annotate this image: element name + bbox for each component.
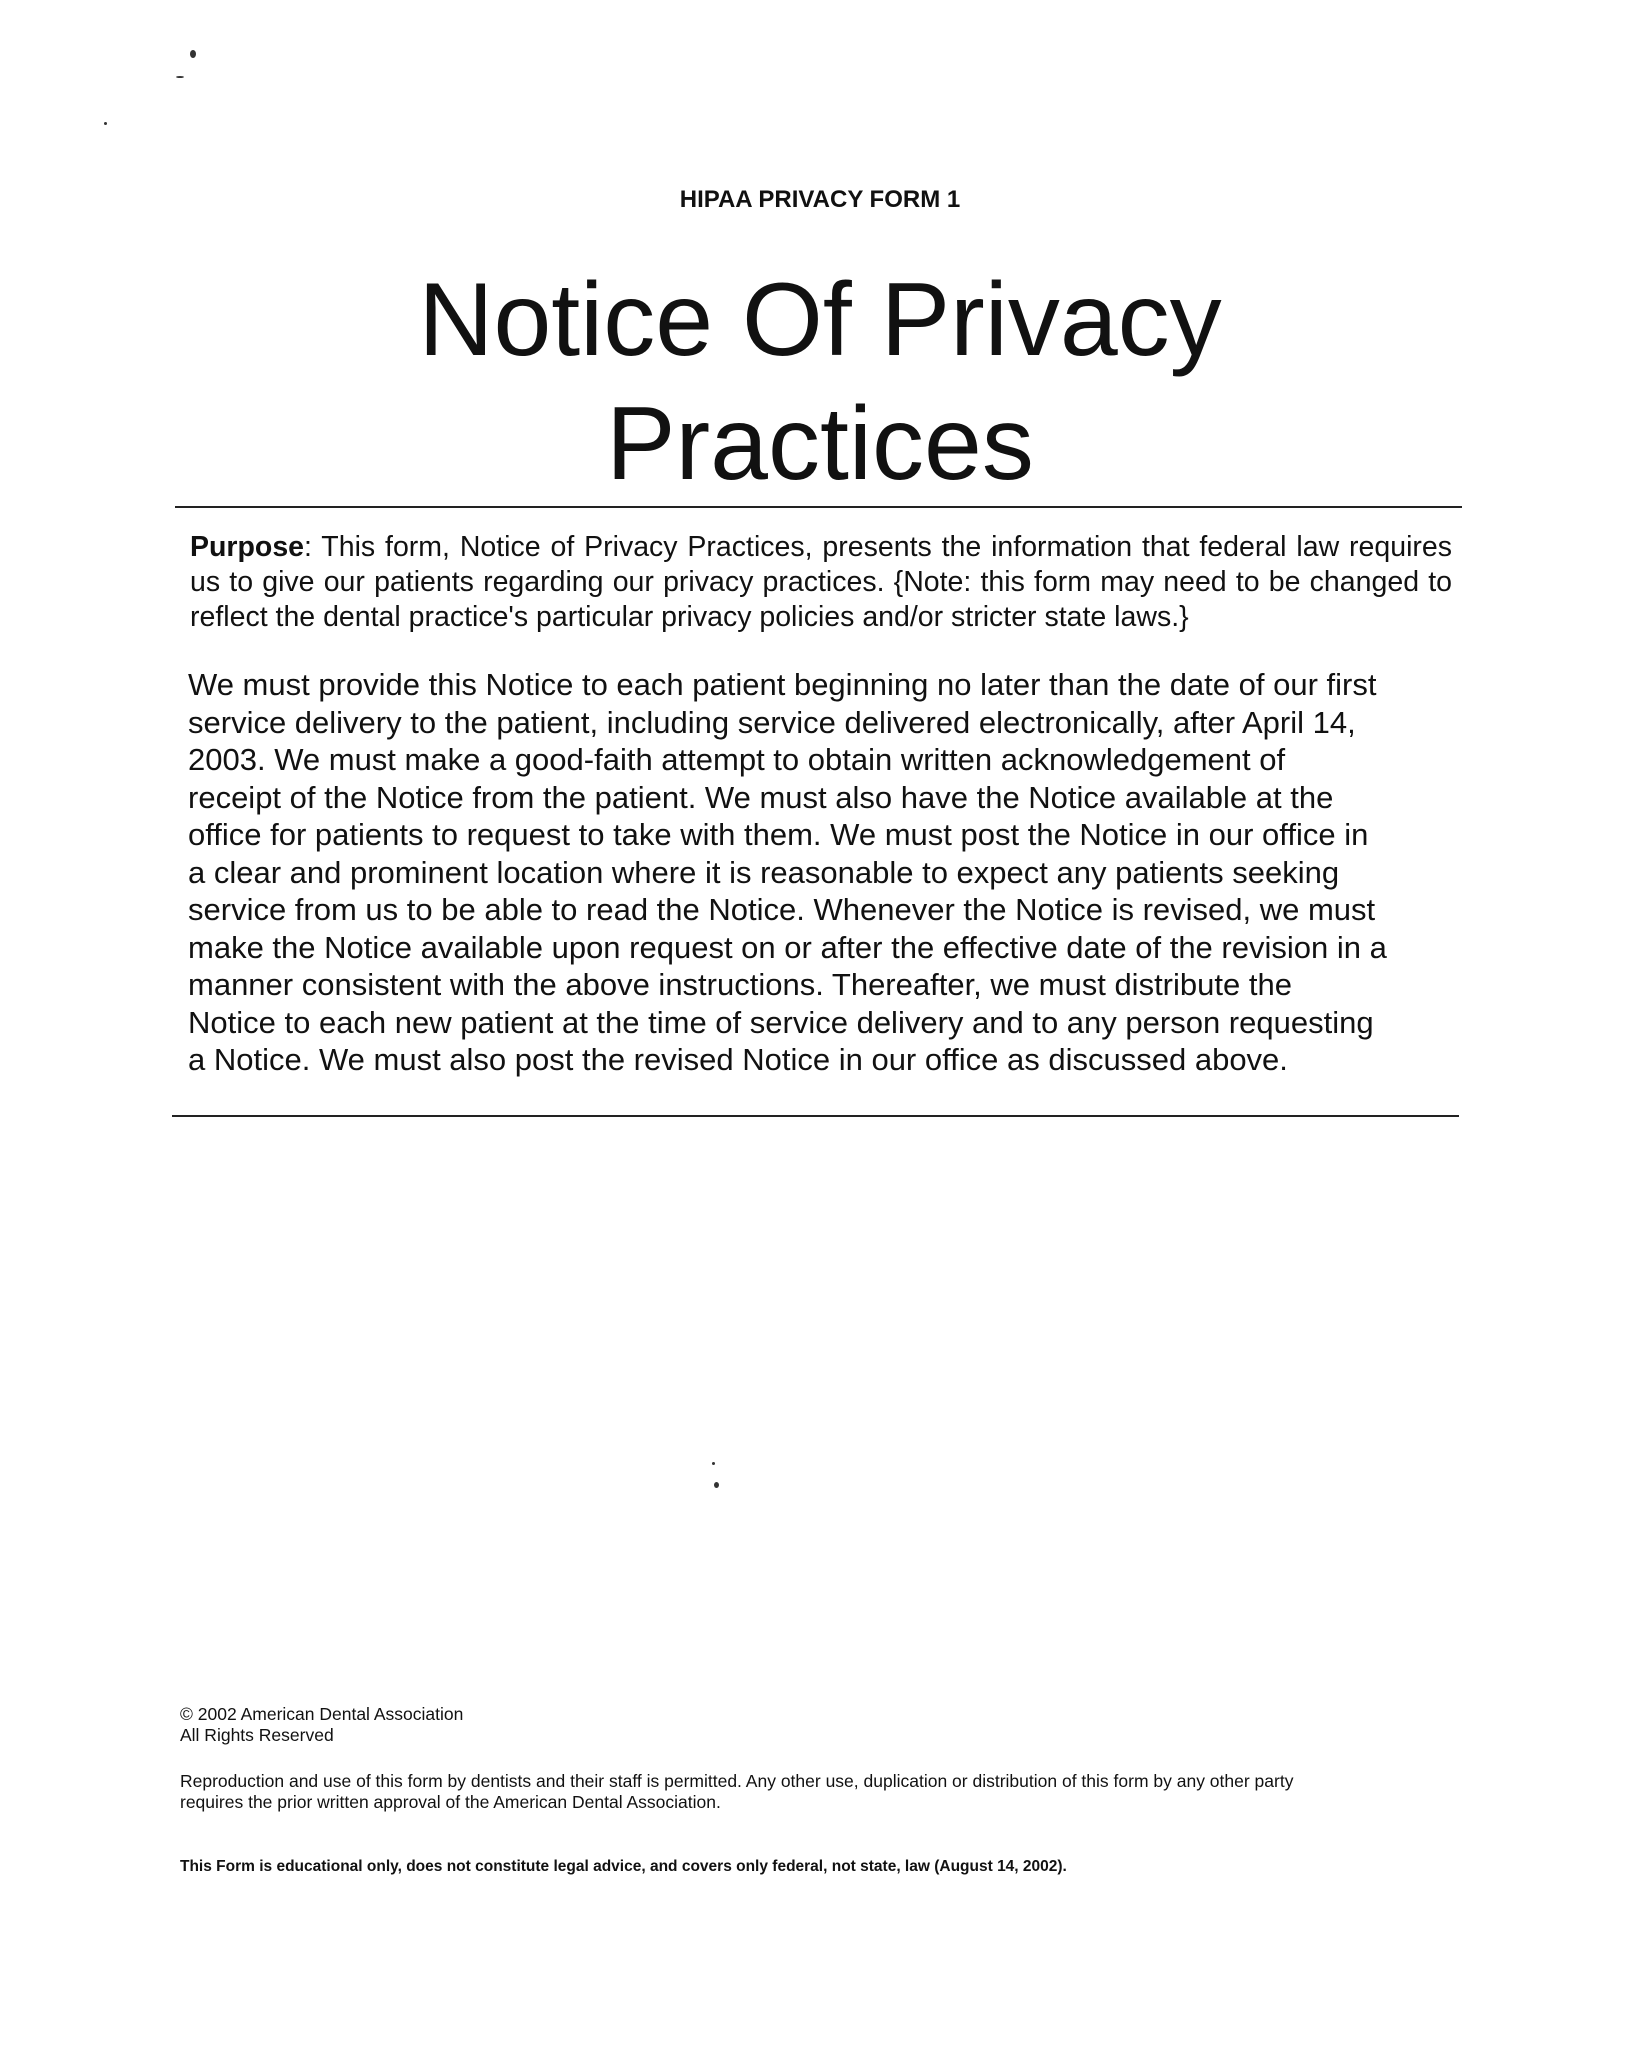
body-line: Notice to each new patient at the time of service delivery and to any person requesting <box>188 1004 1374 1040</box>
body-line: 2003. We must make a good-faith attempt to obtain written acknowledgement of <box>188 742 1286 777</box>
scan-speck <box>714 1482 719 1488</box>
scan-speck <box>712 1462 715 1465</box>
title-line-2: Practices <box>606 386 1034 502</box>
copyright-text: © 2002 American Dental Association <box>180 1704 464 1724</box>
body-line: receipt of the Notice from the patient. We must also have the Notice available at the <box>188 779 1334 815</box>
purpose-label: Purpose <box>190 531 305 563</box>
purpose-text: : This form, Notice of Privacy Practices, presents the information that federal law requires us to give our patients regarding our privacy practices. {Note: this form may need to be changed to reflect the dental practice's particular privacy policies and/or stricter state laws.} <box>190 531 1452 633</box>
notice-requirements-paragraph <box>188 666 1478 1079</box>
body-line: We must provide this Notice to each patient beginning no later than the date of our first <box>188 667 1377 702</box>
body-line: a clear and prominent location where it is reasonable to expect any patients seeking <box>188 854 1340 890</box>
reproduction-line-1: Reproduction and use of this form by dentists and their staff is permitted. Any other use, duplication or distribution of this form by any other party <box>180 1771 1294 1791</box>
top-divider <box>175 506 1462 508</box>
body-line: office for patients to request to take with them. We must post the Notice in our office in <box>188 817 1369 852</box>
rights-text: All Rights Reserved <box>180 1725 334 1745</box>
body-line: service from us to be able to read the Notice. Whenever the Notice is revised, we must <box>188 892 1376 927</box>
reproduction-line-2: requires the prior written approval of the American Dental Association. <box>180 1792 721 1812</box>
scan-speck <box>104 122 107 125</box>
scan-speck <box>190 50 196 58</box>
page-title <box>0 258 1635 506</box>
body-line: manner consistent with the above instructions. Thereafter, we must distribute the <box>188 967 1292 1002</box>
body-line: service delivery to the patient, including service delivered electronically, after April 14, <box>188 704 1356 740</box>
body-line: make the Notice available upon request on or after the effective date of the revision in a <box>188 929 1387 965</box>
bottom-divider <box>172 1115 1459 1117</box>
title-line-1: Notice Of Privacy <box>418 262 1222 378</box>
form-label: HIPAA PRIVACY FORM 1 <box>679 186 961 213</box>
purpose-paragraph <box>190 530 1452 635</box>
reproduction-notice <box>180 1771 1293 1813</box>
disclaimer-text: This Form is educational only, does not constitute legal advice, and covers only federal, not state, law (August 14, 2002). <box>180 1858 1067 1875</box>
scan-speck <box>176 76 184 78</box>
body-line: a Notice. We must also post the revised Notice in our office as discussed above. <box>188 1042 1288 1077</box>
copyright-block <box>180 1704 463 1746</box>
